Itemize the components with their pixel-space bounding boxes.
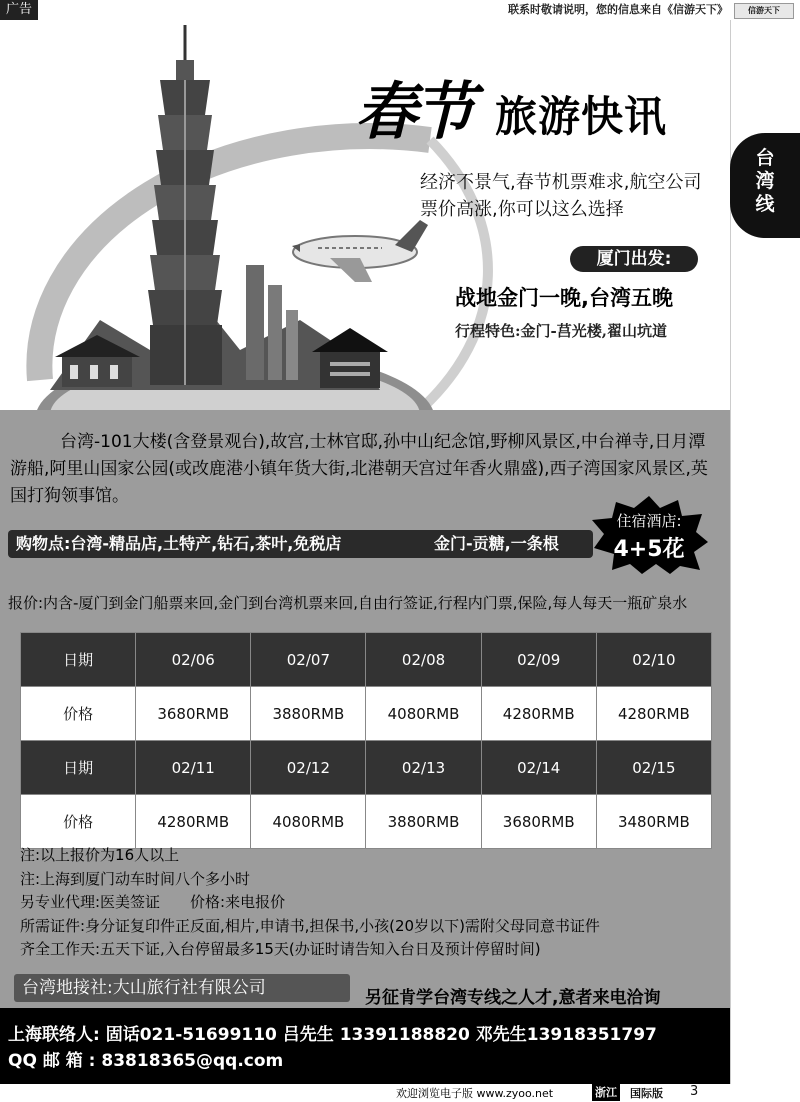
- tab-char: 湾: [755, 170, 775, 192]
- taipei-101-tower-icon: [148, 25, 222, 385]
- table-cell-price: 3880RMB: [366, 795, 481, 849]
- shopping-bar: [8, 530, 593, 558]
- top-bar: [0, 0, 800, 20]
- table-row-prices: [21, 795, 712, 849]
- note-line: 注:上海到厦门动车时间八个多小时: [20, 869, 251, 888]
- table-row-prices: [21, 687, 712, 741]
- note-line: 齐全工作天:五天下证,入台停留最多15天(办证时请告知入台日及预计停留时间): [20, 940, 541, 958]
- contact-phone: 上海联络人: 固话021-51699110 吕先生 13391188820 邓先生13918351797: [8, 1025, 657, 1045]
- table-cell-date: 02/06: [136, 633, 251, 687]
- subtitle-line: 经济不景气,春节机票难求,航空公司: [420, 172, 702, 193]
- table-cell-price: 4280RMB: [481, 687, 596, 741]
- table-cell-date: 02/15: [596, 741, 711, 795]
- table-header-date: 日期: [21, 741, 136, 795]
- table-cell-date: 02/11: [136, 741, 251, 795]
- table-row-dates: [21, 633, 712, 687]
- contact-email: QQ 邮 箱 : 83818365@qq.com: [8, 1051, 284, 1071]
- table-cell-price: 4080RMB: [251, 795, 366, 849]
- table-cell-price: 3680RMB: [136, 687, 251, 741]
- skyscraper-icon: [246, 265, 264, 380]
- table-cell-date: 02/10: [596, 633, 711, 687]
- table-cell-price: 4280RMB: [136, 795, 251, 849]
- skyscraper-icon: [286, 310, 298, 380]
- tab-char: 台: [755, 147, 775, 169]
- recruitment-note: 另征肯学台湾专线之人才,意者来电洽询: [365, 988, 661, 1008]
- airplane-icon: [292, 220, 428, 282]
- price-includes: 报价:内含-厦门到金门船票来回,金门到台湾机票来回,自由行签证,行程内门票,保险,每人每天一瓶矿泉水: [8, 594, 688, 612]
- notes-list: [20, 844, 720, 962]
- table-cell-price: 3680RMB: [481, 795, 596, 849]
- departure-badge: 厦门出发:: [570, 246, 698, 272]
- tab-char: 线: [755, 193, 775, 215]
- itinerary-feature: 行程特色:金门-莒光楼,翟山坑道: [455, 322, 667, 340]
- table-cell-date: 02/13: [366, 741, 481, 795]
- footer-website: 欢迎浏览电子版 www.zyoo.net: [396, 1087, 554, 1100]
- note-line: 注:以上报价为16人以上: [20, 846, 180, 864]
- route-title: 战地金门一晚,台湾五晚: [455, 286, 673, 310]
- price-table: [20, 632, 712, 849]
- table-cell-date: 02/08: [366, 633, 481, 687]
- local-agency: 台湾地接社:大山旅行社有限公司: [14, 974, 350, 1002]
- table-cell-date: 02/14: [481, 741, 596, 795]
- table-cell-price: 4280RMB: [596, 687, 711, 741]
- itinerary-text: 台湾-101大楼(含登景观台),故宫,士林官邸,孙中山纪念馆,野柳风景区,中台禅寺,日月潭游船,阿里山国家公园(或改鹿港小镇年货大街,北港朝天宫过年香火鼎盛),西子湾国家风景区,英国打狗领事馆。: [10, 432, 708, 506]
- page-footer: [0, 1084, 800, 1102]
- shopping-taiwan: 购物点:台湾-精品店,土特产,钻石,茶叶,免税店: [16, 534, 342, 553]
- table-cell-date: 02/09: [481, 633, 596, 687]
- subtitle-line: 票价高涨,你可以这么选择: [420, 199, 624, 220]
- note-line: 另专业代理:医美签证 价格:来电报价: [20, 893, 286, 911]
- subtitle: [420, 169, 720, 223]
- table-cell-price: 4080RMB: [366, 687, 481, 741]
- table-cell-price: 3480RMB: [596, 795, 711, 849]
- publisher-logo: 信游天下: [734, 3, 794, 19]
- skyscraper-icon: [268, 285, 282, 380]
- footer-edition: 国际版: [630, 1087, 663, 1100]
- hotel-label: 住宿酒店:: [616, 512, 682, 530]
- headline-travel-news: 旅游快讯: [495, 92, 668, 141]
- ad-tag: 广告: [0, 0, 38, 20]
- route-tab-taiwan: [730, 133, 800, 238]
- table-header-price: 价格: [21, 795, 136, 849]
- table-cell-price: 3880RMB: [251, 687, 366, 741]
- hotel-rating: 4+5花: [613, 537, 685, 562]
- table-header-price: 价格: [21, 687, 136, 741]
- top-note: 联系时敬请说明，您的信息来自《信游天下》: [508, 3, 728, 16]
- headline: [355, 62, 725, 157]
- table-header-date: 日期: [21, 633, 136, 687]
- contact-bar: [0, 1008, 730, 1084]
- page-number: 3: [690, 1084, 699, 1099]
- table-cell-date: 02/12: [251, 741, 366, 795]
- shopping-jinmen: 金门-贡糖,一条根: [434, 534, 559, 553]
- note-line: 所需证件:身分证复印件正反面,相片,申请书,担保书,小孩(20岁以下)需附父母同意书证件: [20, 916, 600, 935]
- footer-region-badge: 浙江: [592, 1084, 620, 1101]
- table-row-dates: [21, 741, 712, 795]
- hotel-badge: [590, 496, 708, 574]
- headline-spring-festival: 春节: [355, 75, 472, 148]
- table-cell-date: 02/07: [251, 633, 366, 687]
